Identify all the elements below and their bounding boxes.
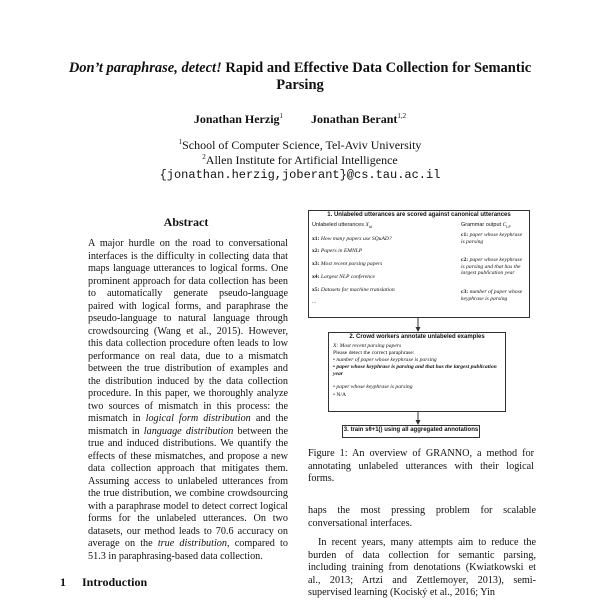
panel-2-title: 2. Crowd workers annotate unlabeled examples	[349, 334, 485, 340]
affil-1: School of Computer Science, Tel-Aviv University	[182, 138, 422, 152]
figure-caption	[308, 448, 534, 486]
utterance-1: x1: How many papers use SQuAD?	[312, 236, 392, 242]
author-2: Jonathan Berant	[311, 112, 398, 126]
utterance-5: x5: Datasets for machine translation	[312, 287, 395, 293]
email: {jonathan.herzig,joberant}@cs.tau.ac.il	[159, 168, 441, 182]
panel-3-title: 3. train sθ+1() using all aggregated annotations	[343, 427, 479, 433]
author-line	[0, 112, 600, 127]
col-right-sub: LF	[506, 224, 511, 230]
utterance-4: x4: Largest NLP conference	[312, 274, 376, 280]
abstract-em-3: true distribution	[157, 538, 227, 549]
col-left-header	[312, 222, 372, 229]
abstract-text-4: , compared to 51.3 in paraphrasing-based data collection.	[88, 538, 288, 562]
caption-prefix: Figure 1: An overview of	[308, 448, 426, 459]
panel-2-prompt: Please detect the correct paraphrase:	[333, 350, 415, 356]
canonical-3: c3: number of paper whose keyphrase is parsing	[461, 289, 523, 302]
figure-panel-2	[328, 332, 506, 412]
panel-2-option-3: • paper whose keyphrase is parsing	[333, 384, 413, 390]
col-right-header	[461, 222, 511, 229]
affil-2: Allen Institute for Artificial Intelligence	[205, 153, 398, 167]
abstract-text-1: A major hurdle on the road to conversational interfaces is the difficulty in collecting data that maps language utterances to logical forms. One prominent approach for data collection has been to automatically generate pseudo-language paired with logical forms, and paraphrase the pseudo-language to natural language through crowdsourcing (Wang et al., 2015). However, this data collection procedure often leads to low performance on real data, due to a mismatch between the true distribution of examples and the distribution induced by the data collection procedure. In this paper, we thoroughly analyze two sources of mismatch in this process: the mismatch in	[88, 238, 288, 424]
figure-panel-1	[308, 210, 530, 318]
author-2-affil: 1,2	[397, 112, 407, 120]
paper-title	[60, 60, 540, 94]
utterance-2: x2: Papers in EMNLP	[312, 248, 363, 254]
abstract-body	[88, 238, 288, 563]
abstract-em-2: language distribution	[143, 425, 234, 437]
caption-suffix: , a method for annotating unlabeled utterances with their logical forms.	[308, 448, 534, 484]
col-left-sub: ul	[368, 224, 373, 230]
title-rest: Rapid and Effective Data Collection for Semantic Parsing	[221, 60, 532, 93]
col-left-sym: X	[365, 222, 369, 228]
abstract-text-2: and the mismatch in	[88, 413, 289, 437]
abstract-heading: Abstract	[163, 215, 209, 229]
paragraph-2: In recent years, many attempts aim to reduce the burden of data collection for semantic parsing, including training from denotations (Kwiatkowski et al., 2013; Artzi and Zettlemoyer, 2013), semi-supervised learning (Kociský et al., 2016; Yin	[308, 537, 536, 598]
caption-method-name: GRANNO	[425, 448, 470, 459]
col-right-label: Grammar output	[461, 222, 502, 228]
section-number: 1	[60, 575, 66, 589]
title-italic: Don’t paraphrase, detect!	[68, 60, 222, 76]
panel-2-option-1: • number of paper whose keyphrase is parsing	[333, 357, 437, 363]
canonical-2: c2: paper whose keyphrase is parsing and that has the largest publication year	[461, 257, 523, 276]
utterance-ellipsis: ...	[312, 299, 317, 305]
figure-panel-3	[342, 425, 480, 438]
panel-2-option-2: • paper whose keyphrase is parsing and that has the largest publication year	[333, 364, 497, 377]
utterance-3: x3: Most recent parsing papers	[312, 261, 383, 267]
panel-2-utterance: X: Most recent parsing papers	[333, 343, 402, 349]
affil-2-mark: 2	[202, 153, 206, 161]
author-1: Jonathan Herzig	[193, 112, 280, 126]
right-column-body	[308, 505, 536, 600]
abstract-text-3: between the true and induced distributions. We quantify the effects of these mismatches, and propose a new data collection approach that mitigates them. Assuming access to unlabeled utterances from the true distribution, we combine crowdsourcing with a paraphrase model to detect correct logical forms for the unlabeled utterances. On two datasets, our method leads to 70.6 accuracy on average on the	[88, 425, 288, 549]
section-heading	[60, 575, 163, 590]
paragraph-1: haps the most pressing problem for scalable conversational interfaces.	[308, 505, 536, 529]
author-1-affil: 1	[279, 112, 284, 120]
figure-1	[308, 210, 530, 435]
panel-1-title: 1. Unlabeled utterances are scored against canonical utterances	[327, 212, 511, 218]
abstract-em-1: logical form distribution	[145, 413, 251, 424]
section-title: Introduction	[82, 575, 148, 589]
canonical-1: c1: paper whose keyphrase is parsing	[461, 232, 523, 245]
affil-1-mark: 1	[178, 138, 183, 146]
panel-2-option-4: • N/A	[333, 392, 346, 398]
affiliations	[0, 138, 600, 183]
col-left-label: Unlabeled utterances	[312, 222, 364, 228]
col-right-sym: C	[502, 222, 507, 228]
